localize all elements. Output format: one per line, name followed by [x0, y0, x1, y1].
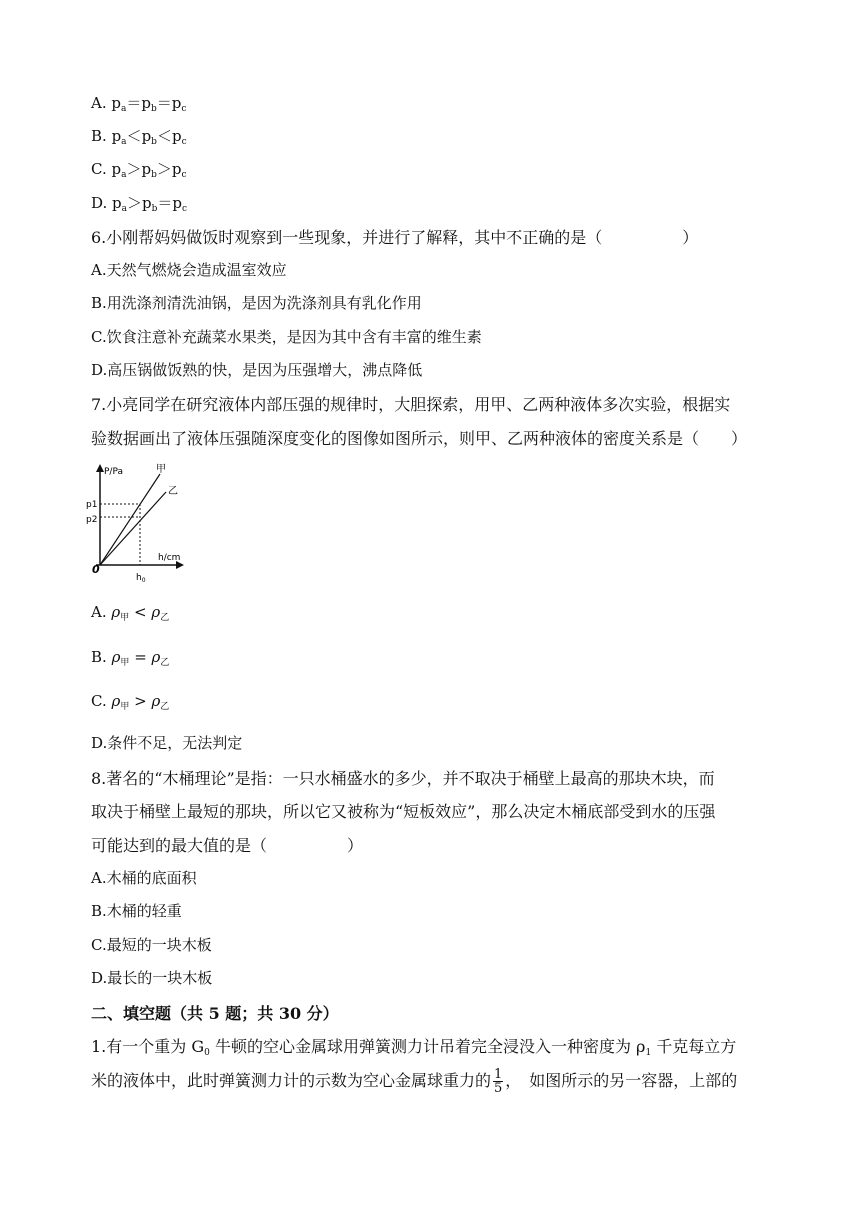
q5-option-a: A. $p_a=p_b=p_c$ [91, 94, 187, 114]
q7-option-c: C. $\rho_甲 > \rho_乙$ [91, 692, 170, 712]
fraction-one-fifth: $\frac{1}{5}$ [494, 1067, 503, 1096]
x-axis-label: h/cm [158, 553, 181, 563]
pressure-depth-figure [86, 462, 190, 588]
q7-stem-line2: 验数据画出了液体压强随深度变化的图像如图所示，则甲、乙两种液体的密度关系是（ ） [91, 429, 748, 448]
q6-option-a: A.天然气燃烧会造成温室效应 [91, 261, 287, 279]
fill1-line1: 1.有一个重为 $G_0$ 牛顿的空心金属球用弹簧测力计吊着完全浸没入一种密度为 $\rho_1$ 千克每立方 [91, 1037, 737, 1058]
p2-label: p2 [86, 515, 98, 525]
line-yi-label: 乙 [168, 486, 178, 497]
q7-option-b: B. $\rho_甲 = \rho_乙$ [91, 648, 170, 668]
q5-option-d: D. $p_a>p_b=p_c$ [91, 194, 188, 214]
section-title: 二、填空题（共 5 题；共 30 分） [91, 1004, 339, 1023]
q8-option-b: B.木桶的轻重 [91, 902, 182, 920]
p1-label: p1 [86, 500, 98, 510]
q7-option-d: D.条件不足，无法判定 [91, 734, 243, 752]
line-yi [100, 492, 166, 565]
fill1-line2: 米的液体中，此时弹簧测力计的示数为空心金属球重力的 $\frac{1}{5}$ ， 如图所示的另一容器，上部的 [91, 1067, 738, 1096]
q6-stem: 6.小刚帮妈妈做饭时观察到一些现象，并进行了解释，其中不正确的是（ ） [91, 228, 699, 247]
q8-stem-line3: 可能达到的最大值的是（ ） [91, 836, 364, 855]
y-axis-arrow [96, 464, 104, 472]
q6-option-b: B.用洗涤剂清洗油锅，是因为洗涤剂具有乳化作用 [91, 294, 422, 312]
q7-stem-line1: 7.小亮同学在研究液体内部压强的规律时，大胆探索，用甲、乙两种液体多次实验，根据实 [91, 395, 731, 414]
q6-option-d: D.高压锅做饭熟的快，是因为压强增大，沸点降低 [91, 361, 423, 379]
q5-option-b: B. $p_a<p_b<p_c$ [91, 127, 187, 147]
q8-stem-line2: 取决于桶壁上最短的那块，所以它又被称为“短板效应”，那么决定木桶底部受到水的压强 [91, 802, 716, 821]
line-jia-label: 甲 [156, 464, 166, 475]
q6-option-c: C.饮食注意补充蔬菜水果类，是因为其中含有丰富的维生素 [91, 328, 482, 346]
q5-option-c: C. $p_a>p_b>p_c$ [91, 160, 187, 180]
q8-option-d: D.最长的一块木板 [91, 969, 213, 987]
origin-label: 0 [92, 563, 100, 576]
q8-option-c: C.最短的一块木板 [91, 936, 212, 954]
y-axis-label: P/Pa [104, 467, 123, 477]
q8-stem-line1: 8.著名的“木桶理论”是指：一只水桶盛水的多少，并不取决于桶壁上最高的那块木块，而 [91, 769, 715, 788]
line-jia [100, 474, 160, 565]
h0-label: $h_0$ [136, 573, 146, 584]
q7-option-a: A. $\rho_甲 < \rho_乙$ [91, 603, 170, 623]
q8-option-a: A.木桶的底面积 [91, 869, 197, 887]
